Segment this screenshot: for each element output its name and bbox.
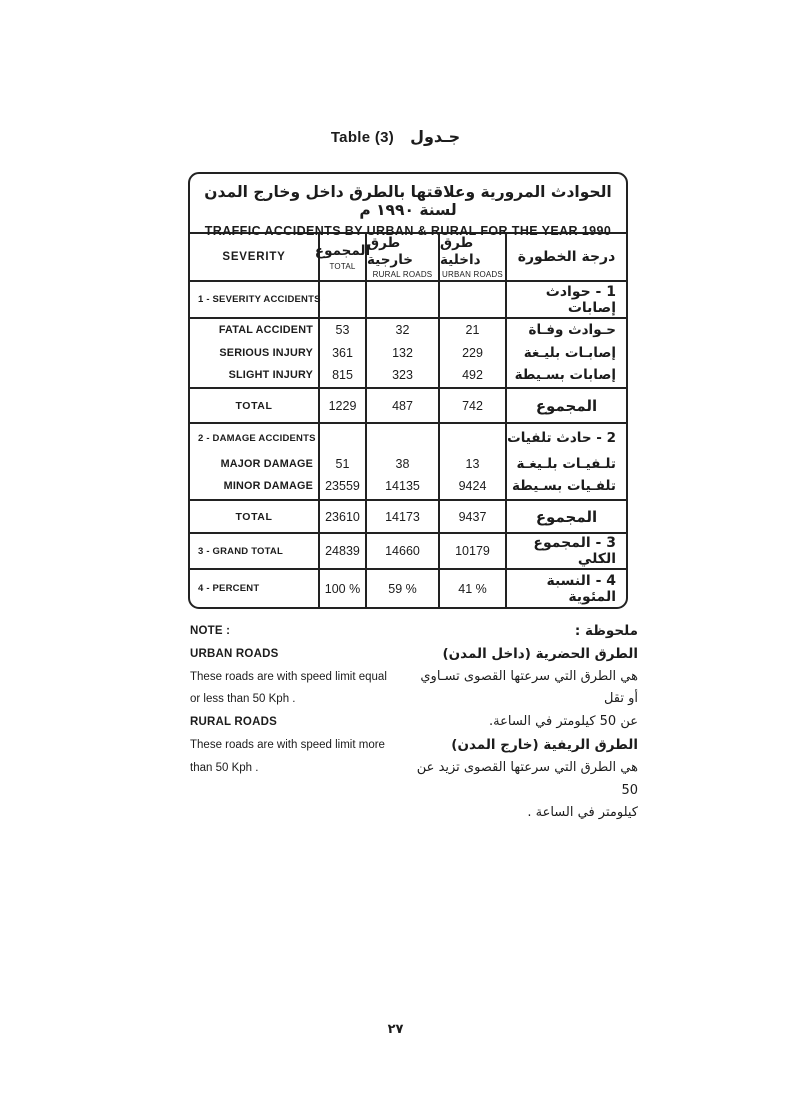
page-heading — [0, 127, 791, 147]
empty-cell — [440, 424, 505, 453]
notes-english — [190, 620, 410, 825]
total-value: 51 — [335, 457, 350, 471]
row-label: FATAL ACCIDENT — [218, 324, 313, 336]
urban-value: 229 — [462, 345, 483, 360]
table-title-english: TRAFFIC ACCIDENTS BY URBAN & RURAL FOR THE YEAR 1990 — [204, 224, 612, 238]
rural-value: 14173 — [385, 509, 420, 524]
note-urban-line2-en: or less than 50 Kph . — [190, 693, 296, 706]
table-column-headers — [190, 232, 626, 280]
urban-value: 9437 — [458, 509, 487, 524]
percent-label-arabic: 4 - النسبة المئوية — [546, 572, 616, 605]
section2-header-ar: 2 - حادث تلفيات — [507, 430, 616, 446]
rural-value: 132 — [392, 345, 413, 360]
row-label-arabic: إصابات بسـيطة — [514, 367, 616, 384]
empty-cell — [440, 282, 507, 317]
note-rural-line2-ar: كيلومتر في الساعة . — [527, 805, 638, 821]
rural-value: 14135 — [385, 479, 420, 493]
total-value: 815 — [332, 368, 353, 383]
total-label-arabic: المجموع — [535, 396, 598, 415]
section1-data-rows — [190, 317, 626, 387]
urban-value: 13 — [465, 457, 480, 471]
section1-header-ar: 1 - حوادث إصابات — [545, 283, 616, 316]
total-value: 100 % — [324, 581, 361, 596]
section1-total-row — [190, 387, 626, 422]
empty-cell — [320, 424, 365, 453]
row-label: SERIOUS INJURY — [219, 346, 313, 359]
page-heading-english: Table (3) — [330, 129, 395, 146]
urban-value: 742 — [462, 398, 483, 413]
note-rural-line2-en: than 50 Kph . — [190, 761, 259, 774]
total-value: 23610 — [325, 509, 360, 524]
urban-value: 41 % — [458, 581, 487, 596]
row-label: SLIGHT INJURY — [228, 369, 313, 382]
page-number: ٢٧ — [387, 1022, 404, 1037]
total-label: TOTAL — [235, 510, 273, 523]
traffic-accidents-table — [188, 172, 628, 609]
note-urban-line2-ar: عن 50 كيلومتر في الساعة. — [489, 714, 638, 730]
column-header-urban-roads: طرق داخلية URBAN ROADS — [440, 234, 507, 280]
grand-total-row — [190, 532, 626, 568]
total-value: 361 — [332, 345, 353, 360]
note-urban-line1-en: These roads are with speed limit equal — [190, 670, 387, 683]
table-title-arabic: الحوادث المرورية وعلاقتها بالطرق داخل وخارج المدن لسنة ١٩٩٠ م — [204, 183, 612, 219]
urban-value: 21 — [465, 323, 480, 337]
urban-value: 492 — [462, 368, 483, 383]
grand-total-label: 3 - GRAND TOTAL — [198, 545, 283, 557]
empty-cell — [367, 282, 440, 317]
rural-value: 14660 — [385, 544, 420, 558]
section1-header-row — [190, 280, 626, 317]
row-label-arabic: تلفـيات بسـيطة — [511, 478, 616, 494]
urban-value: 10179 — [455, 544, 490, 558]
row-label: MINOR DAMAGE — [223, 480, 313, 492]
section2-header-en: 2 - DAMAGE ACCIDENTS — [198, 433, 316, 444]
section1-header-en: 1 - SEVERITY ACCIDENTS — [198, 294, 321, 305]
rural-value: 38 — [395, 457, 410, 471]
total-value: 24839 — [325, 544, 360, 558]
section2-total-row — [190, 499, 626, 532]
percent-label: 4 - PERCENT — [198, 583, 260, 594]
total-value: 1229 — [328, 398, 357, 413]
note-rural-line1-ar: هي الطرق التي سرعتها القصوى تزيد عن 50 — [416, 759, 638, 798]
empty-cell — [367, 424, 438, 453]
page-heading-arabic: جـدول — [410, 127, 461, 146]
column-header-severity-arabic: درجة الخطورة — [517, 249, 616, 265]
rural-value: 323 — [392, 368, 413, 383]
note-title-en: NOTE : — [190, 625, 231, 637]
section2-rows — [190, 422, 626, 499]
column-header-rural-roads: طرق خارجية RURAL ROADS — [367, 234, 440, 280]
note-rural-heading-en: RURAL ROADS — [190, 716, 277, 729]
notes-section — [190, 620, 638, 825]
rural-value: 32 — [395, 323, 410, 337]
row-label: MAJOR DAMAGE — [220, 458, 313, 470]
empty-cell — [320, 282, 367, 317]
urban-value: 9424 — [458, 479, 487, 493]
column-header-severity: SEVERITY — [190, 234, 320, 280]
table-title-band — [190, 174, 626, 238]
total-label: TOTAL — [235, 399, 273, 412]
grand-total-label-arabic: 3 - المجموع الكلي — [533, 535, 616, 567]
percent-row — [190, 568, 626, 607]
rural-value: 59 % — [388, 581, 417, 596]
note-urban-line1-ar: هي الطرق التي سرعتها القصوى تسـاوي أو تقل — [420, 668, 638, 707]
notes-arabic — [410, 620, 638, 825]
row-label-arabic: إصابـات بليـغة — [523, 344, 616, 361]
note-title-ar: ملحوظة : — [574, 623, 638, 639]
row-label-arabic: حـوادث وفـاة — [528, 322, 616, 338]
total-label-arabic: المجموع — [535, 507, 598, 526]
column-header-total: المجموع TOTAL — [320, 234, 367, 280]
note-rural-heading-ar: الطرق الريفية (خارج المدن) — [451, 736, 638, 753]
total-value: 23559 — [325, 479, 360, 493]
note-urban-heading-ar: الطرق الحضرية (داخل المدن) — [442, 645, 638, 662]
row-label-arabic: تلـفيـات بلـيغـة — [516, 456, 616, 472]
total-value: 53 — [335, 323, 350, 337]
note-urban-heading-en: URBAN ROADS — [190, 647, 279, 660]
note-rural-line1-en: These roads are with speed limit more — [190, 738, 385, 751]
rural-value: 487 — [392, 398, 413, 413]
